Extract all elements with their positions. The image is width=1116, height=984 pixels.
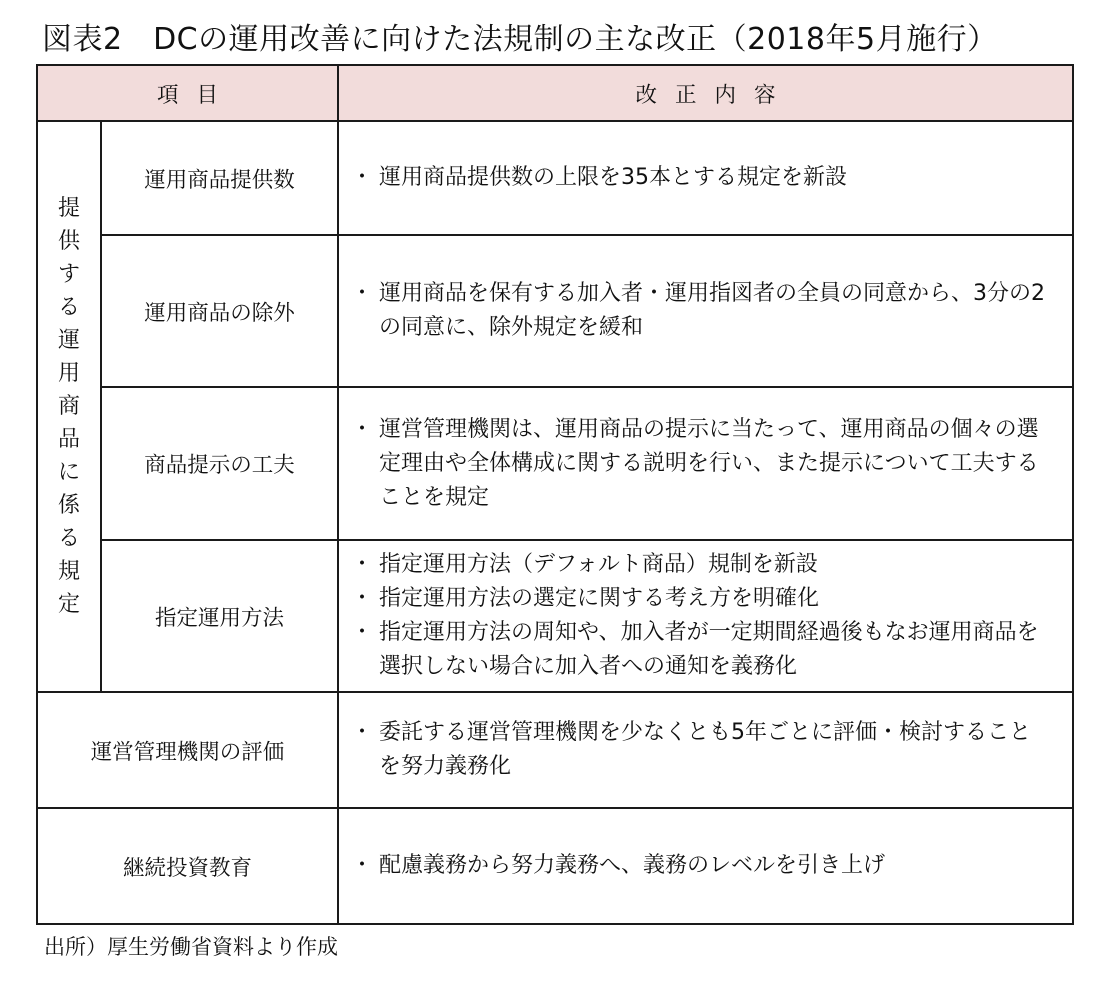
bullet-marker: ・ [351, 416, 374, 442]
bullet-marker: ・ [351, 720, 374, 745]
bullet-item: ・ 委託する運営管理機関を少なくとも5年ごとに評価・検討することを努力義務化 [351, 716, 1048, 784]
group-label: 提供する運用商品に係る規定 [57, 196, 80, 617]
table-row [37, 121, 1073, 235]
bullet-marker: ・ [351, 853, 374, 878]
row-content [338, 692, 1073, 808]
row-item: 継続投資教育 [37, 808, 338, 924]
regulation-table [36, 64, 1074, 925]
header-item: 項目 [37, 65, 338, 121]
row-content [338, 540, 1073, 692]
bullet-marker: ・ [351, 552, 374, 577]
table-row [37, 235, 1073, 387]
row-item: 運用商品の除外 [101, 235, 338, 387]
figure-title: 図表2 DCの運用改善に向けた法規制の主な改正（2018年5月施行） [42, 22, 998, 57]
table-header-row [37, 65, 1073, 121]
table-row [37, 387, 1073, 540]
bullet-marker: ・ [351, 620, 374, 645]
row-item: 商品提示の工夫 [101, 387, 338, 540]
bullet-item: ・ 指定運用方法の周知や、加入者が一定期間経過後もなお運用商品を選択しない場合に加入者への通知を義務化 [351, 616, 1048, 684]
header-content: 改正内容 [338, 65, 1073, 121]
bullet-marker: ・ [351, 165, 374, 190]
bullet-item: ・ 指定運用方法（デフォルト商品）規制を新設 [351, 548, 1048, 582]
bullet-item: ・ 配慮義務から努力義務へ、義務のレベルを引き上げ [351, 849, 1048, 883]
group-label-cell [37, 121, 101, 692]
bullet-marker: ・ [351, 281, 374, 306]
bullet-item: ・ 運営管理機関は、運用商品の提示に当たって、運用商品の個々の選定理由や全体構成に関する説明を行い、また提示について工夫することを規定 [351, 413, 1048, 515]
bullet-marker: ・ [351, 586, 374, 611]
row-content [338, 387, 1073, 540]
bullet-item: ・ 運用商品を保有する加入者・運用指図者の全員の同意から、3分の2の同意に、除外規定を緩和 [351, 277, 1048, 345]
row-item: 指定運用方法 [101, 540, 338, 692]
table-row [37, 540, 1073, 692]
row-content [338, 121, 1073, 235]
row-item: 運用商品提供数 [101, 121, 338, 235]
row-content [338, 808, 1073, 924]
row-content [338, 235, 1073, 387]
table-row [37, 692, 1073, 808]
table-row [37, 808, 1073, 924]
bullet-item: ・ 指定運用方法の選定に関する考え方を明確化 [351, 582, 1048, 616]
source-note: 出所）厚生労働省資料より作成 [44, 935, 338, 959]
bullet-item: ・ 運用商品提供数の上限を35本とする規定を新設 [351, 161, 1048, 195]
row-item: 運営管理機関の評価 [37, 692, 338, 808]
